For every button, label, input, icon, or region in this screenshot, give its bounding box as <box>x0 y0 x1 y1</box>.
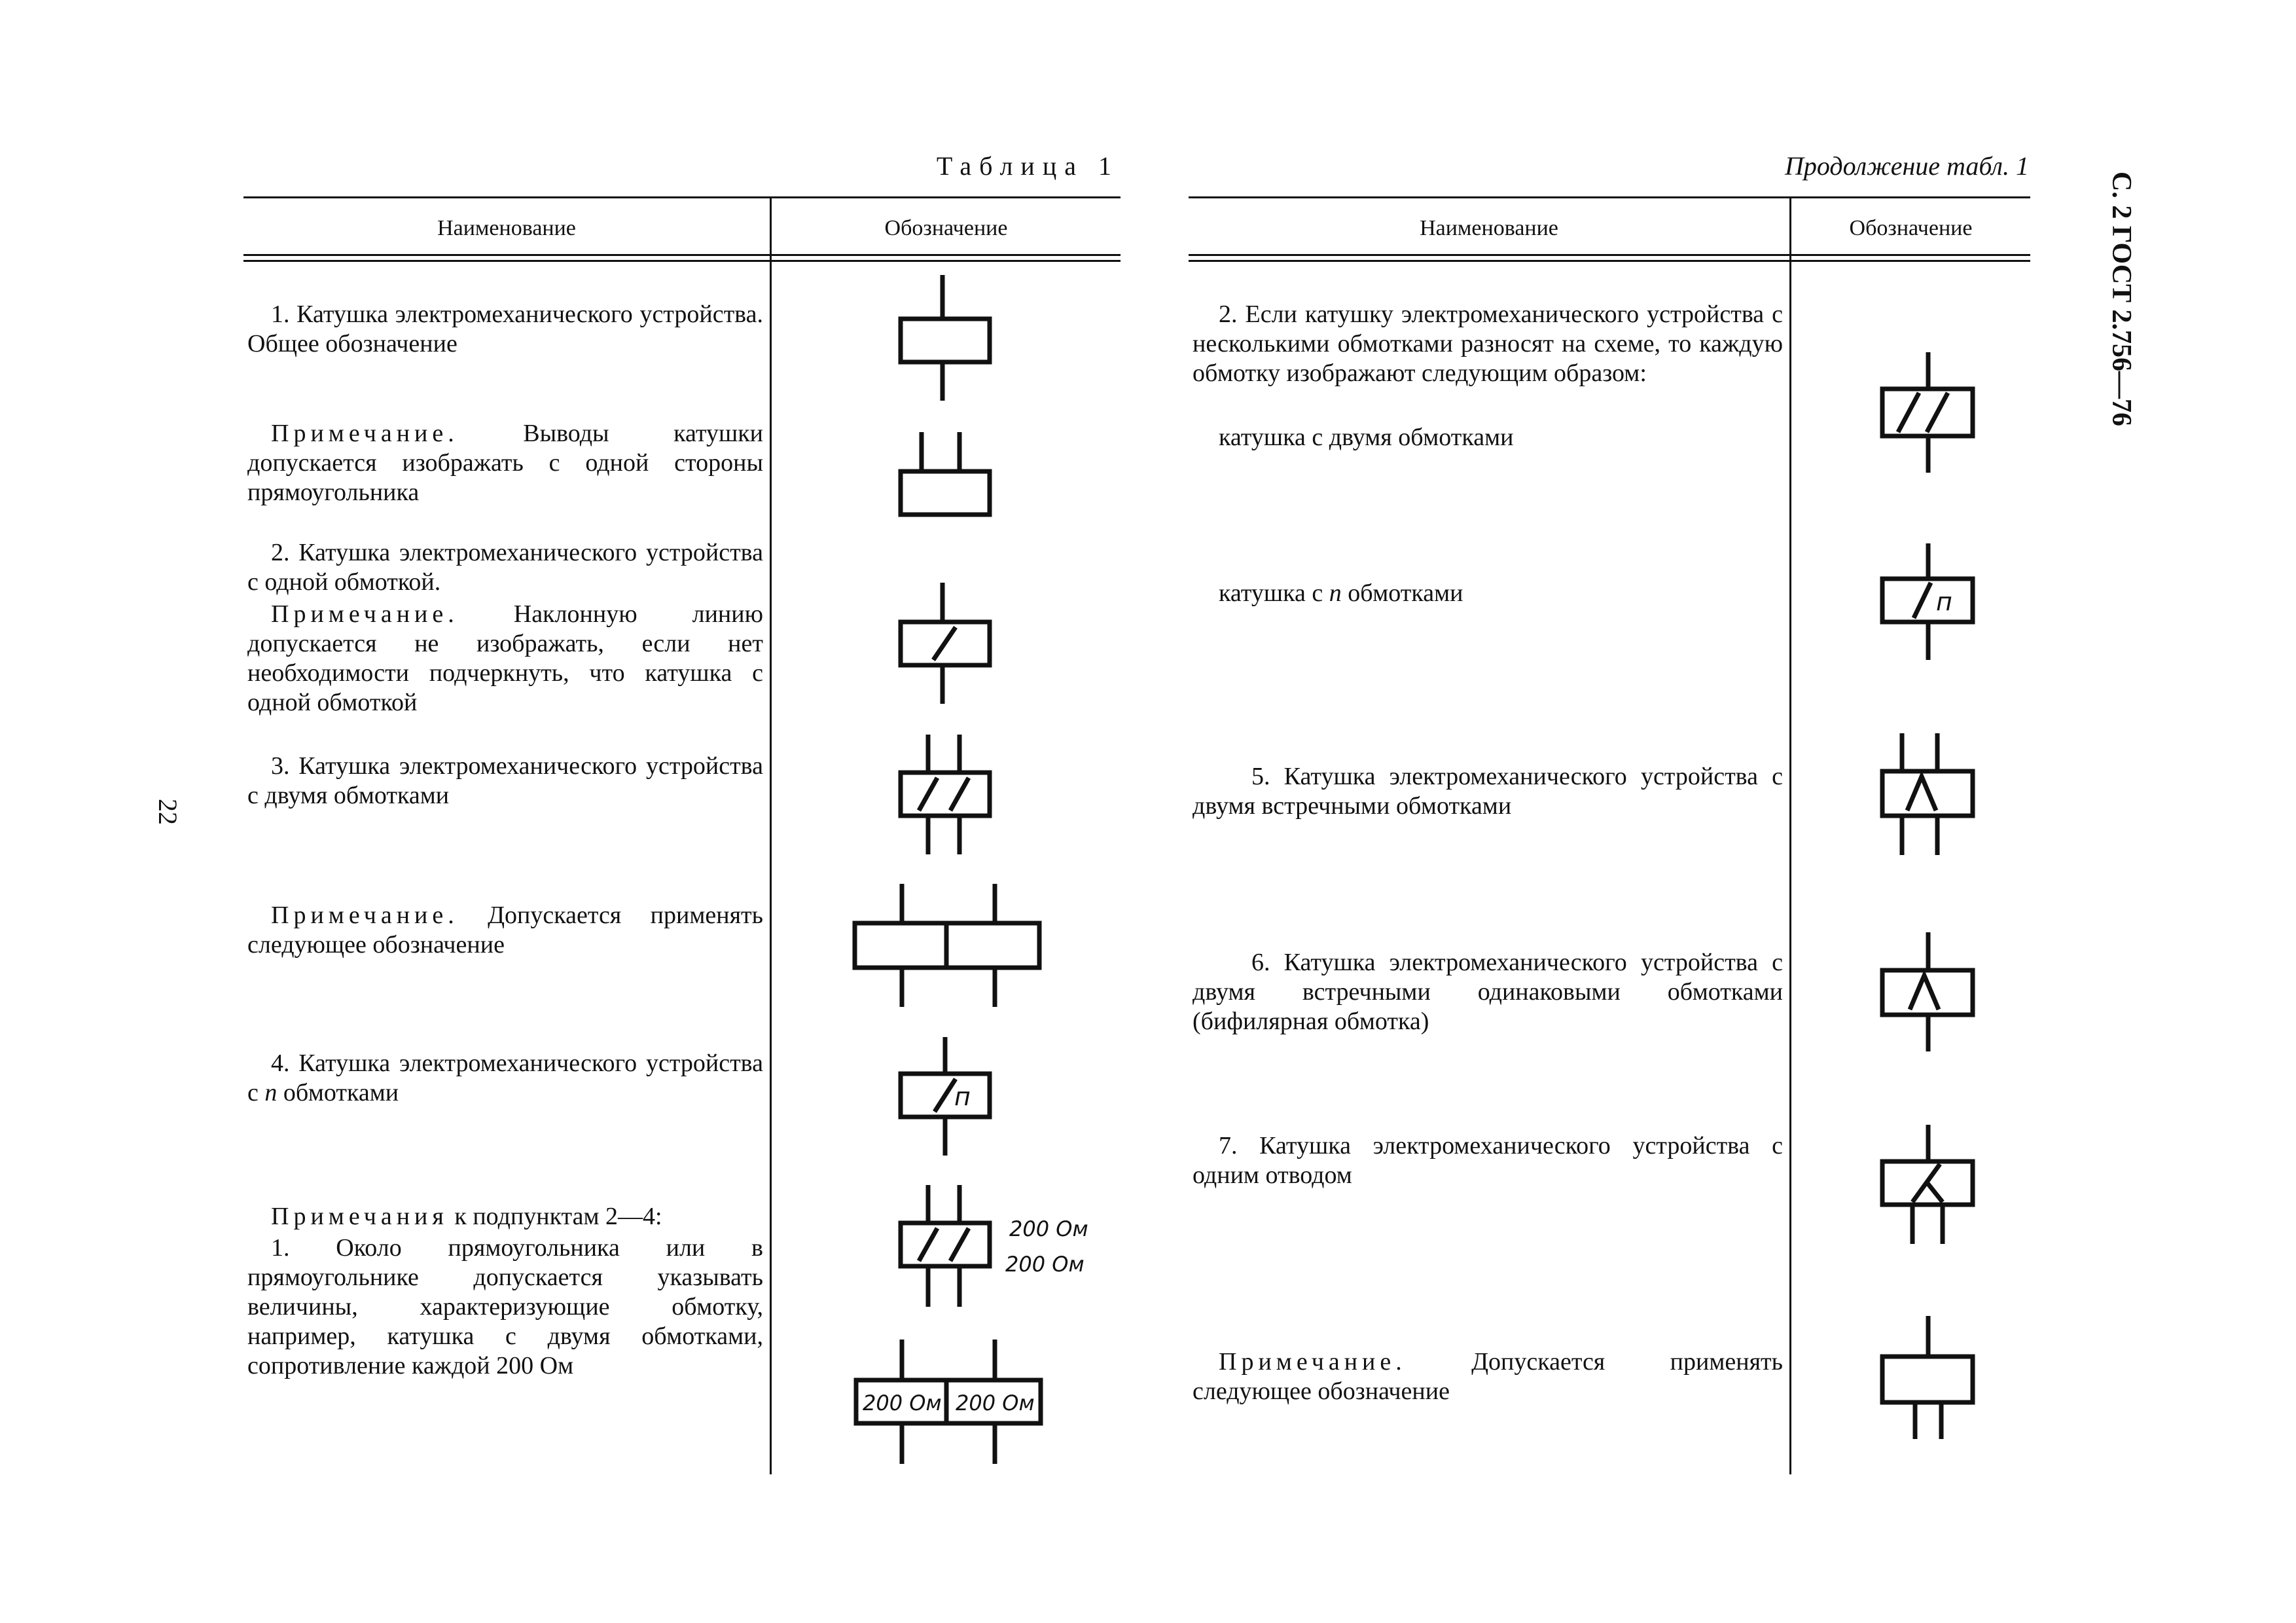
right-col-header-symbol: Обозначение <box>1849 216 1973 240</box>
document-side-header: С. 2 ГОСТ 2.756—76 <box>2106 172 2136 427</box>
coil-opposing-windings-symbol <box>1882 733 1973 855</box>
left-row-3: 3. Катушка электромеханического устройства с двумя обмотками <box>247 752 763 809</box>
svg-text:п: п <box>1936 587 1952 616</box>
left-row-1: 1. Катушка электромеханического устройства. Общее обозначение <box>247 301 763 357</box>
right-row-6: 6. Катушка электромеханического устройства с двумя встречными одинаковыми обмотками (бифилярная обмотка) <box>1193 949 1783 1035</box>
left-col-header-symbol: Обозначение <box>884 216 1008 240</box>
coil-tap-alt-symbol <box>1882 1316 1973 1439</box>
coil-separated-two-windings-symbol <box>1882 352 1973 473</box>
left-row-2: 2. Катушка электромеханического устройства с одной обмоткой. <box>247 539 763 596</box>
right-row-2-n-windings: катушка с n обмотками <box>1219 579 1463 607</box>
coil-separated-n-windings-symbol <box>1882 543 1973 660</box>
svg-text:200 Ом: 200 Ом <box>1005 1252 1085 1277</box>
left-notes-2-4: Примечания к подпунктам 2—4: <box>271 1203 662 1230</box>
right-row-7: 7. Катушка электромеханического устройства с одним отводом <box>1193 1132 1783 1189</box>
left-table-caption: Таблица 1 <box>936 151 1119 181</box>
right-row-2-two-windings: катушка с двумя обмотками <box>1219 424 1514 451</box>
right-row-5: 5. Катушка электромеханического устройства с двумя встречными обмотками <box>1193 763 1783 820</box>
svg-text:200 Ом: 200 Ом <box>1009 1216 1088 1241</box>
left-row-4: 4. Катушка электромеханического устройства с n обмотками <box>247 1049 763 1106</box>
left-notes-2-4-item-1: 1. Около прямоугольника или в прямоугольнике допускается указывать величины, характеризующие обмотку, например, катушка с двумя обмотками, сопротивление каждой 200 Ом <box>247 1234 763 1379</box>
svg-text:200 Ом: 200 Ом <box>956 1391 1035 1415</box>
left-row-1-note: Примечание. Выводы катушки допускается изображать с одной стороны прямоугольника <box>247 420 763 506</box>
left-row-2-note: Примечание. Наклонную линию допускается не изображать, если нет необходимости подчеркнуть, что катушка с одной обмоткой <box>247 600 763 716</box>
right-row-7-note: Примечание. Допускается применять следующее обозначение <box>1193 1348 1783 1405</box>
svg-text:200 Ом: 200 Ом <box>863 1391 942 1415</box>
left-col-header-name: Наименование <box>437 216 576 240</box>
coil-bifilar-symbol <box>1882 932 1973 1051</box>
coil-with-tap-symbol <box>1882 1125 1973 1244</box>
right-row-2: 2. Если катушку электромеханического устройства с несколькими обмотками разносят на схеме, то каждую обмотку изображают следующим образом: <box>1193 301 1783 387</box>
svg-text:п: п <box>954 1082 971 1111</box>
right-col-header-name: Наименование <box>1420 216 1558 240</box>
page-number: 22 <box>153 799 183 825</box>
left-row-3-note: Примечание. Допускается применять следующее обозначение <box>247 902 763 958</box>
right-table-caption: Продолжение табл. 1 <box>1784 151 2029 181</box>
